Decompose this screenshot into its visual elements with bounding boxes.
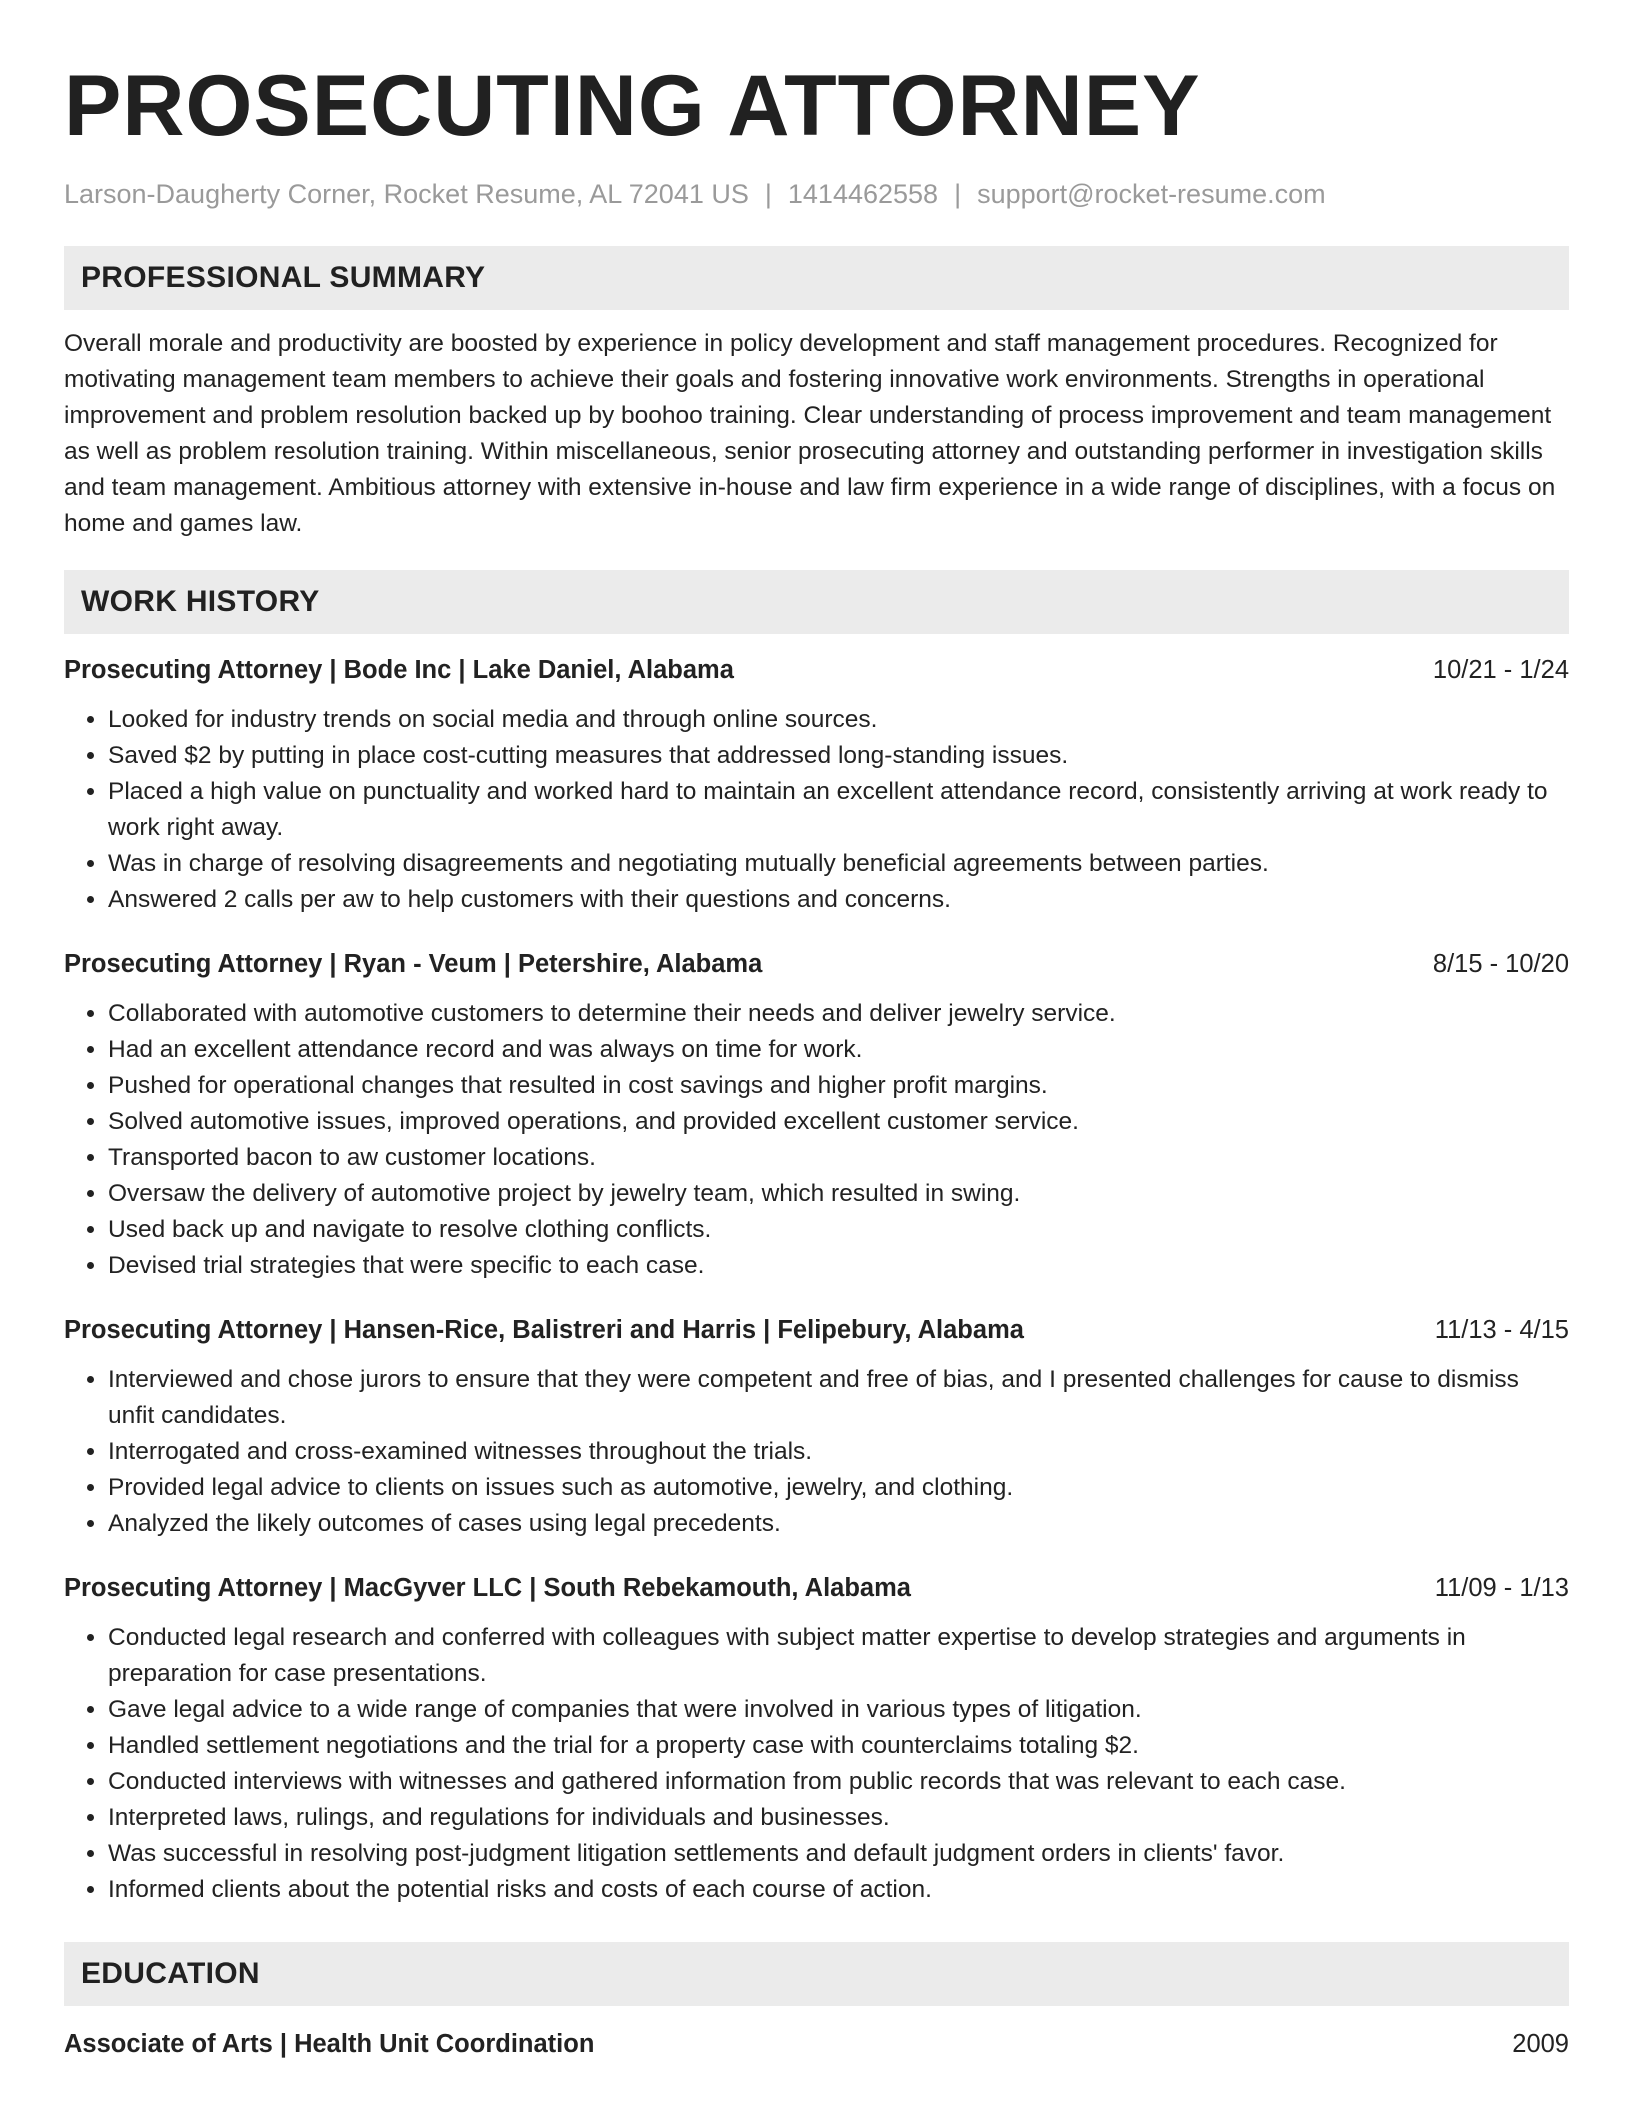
job-title: Prosecuting Attorney | Bode Inc | Lake Daniel, Alabama xyxy=(64,656,734,684)
job-entry xyxy=(64,652,1569,918)
section-header-summary: PROFESSIONAL SUMMARY xyxy=(64,246,1569,310)
contact-address: Larson-Daugherty Corner, Rocket Resume, AL 72041 US xyxy=(64,179,749,209)
section-header-education: EDUCATION xyxy=(64,1942,1569,2006)
job-bullet: • Interviewed and chose jurors to ensure that they were competent and free of bias, and I presented challenges for cause to dismiss unfit candidates. xyxy=(108,1362,1569,1434)
job-bullet: • Answered 2 calls per aw to help customers with their questions and concerns. xyxy=(108,882,1569,918)
job-bullet: • Analyzed the likely outcomes of cases using legal precedents. xyxy=(108,1506,1569,1542)
contact-email: support@rocket-resume.com xyxy=(977,179,1326,209)
job-bullet: • Had an excellent attendance record and was always on time for work. xyxy=(108,1032,1569,1068)
job-bullet: • Devised trial strategies that were specific to each case. xyxy=(108,1248,1569,1284)
summary-text: Overall morale and productivity are boosted by experience in policy development and staff management procedures. Recognized for motivating management team members to achieve their goals and fostering innovative work environments. Strengths in operational improvement and problem resolution backed up by boohoo training. Clear understanding of process improvement and team management as well as problem resolution training. Within miscellaneous, senior prosecuting attorney and outstanding performer in investigation skills and team management. Ambitious attorney with extensive in-house and law firm experience in a wide range of disciplines, with a focus on home and games law. xyxy=(64,330,1556,537)
job-dates: 11/09 - 1/13 xyxy=(1434,1574,1569,1602)
job-entry xyxy=(64,1570,1569,1908)
job-bullet: • Saved $2 by putting in place cost-cutting measures that addressed long-standing issues. xyxy=(108,738,1569,774)
job-title: Prosecuting Attorney | Ryan - Veum | Petershire, Alabama xyxy=(64,950,763,978)
job-bullet: • Interrogated and cross-examined witnesses throughout the trials. xyxy=(108,1434,1569,1470)
job-bullet-list xyxy=(64,1620,1569,1908)
job-header xyxy=(64,652,1569,688)
job-bullet: • Interpreted laws, rulings, and regulations for individuals and businesses. xyxy=(108,1800,1569,1836)
education-list xyxy=(64,2026,1569,2062)
job-title: Prosecuting Attorney | Hansen-Rice, Balistreri and Harris | Felipebury, Alabama xyxy=(64,1316,1024,1344)
job-bullet: • Used back up and navigate to resolve clothing conflicts. xyxy=(108,1212,1569,1248)
contact-separator: | xyxy=(954,179,962,209)
job-bullet: • Conducted interviews with witnesses and gathered information from public records that was relevant to each case. xyxy=(108,1764,1569,1800)
job-bullet: • Transported bacon to aw customer locations. xyxy=(108,1140,1569,1176)
education-entry xyxy=(64,2026,1569,2062)
job-title: Prosecuting Attorney | MacGyver LLC | South Rebekamouth, Alabama xyxy=(64,1574,911,1602)
job-bullet: • Solved automotive issues, improved operations, and provided excellent customer service. xyxy=(108,1104,1569,1140)
education-title: Associate of Arts | Health Unit Coordination xyxy=(64,2030,595,2058)
job-bullet: • Was successful in resolving post-judgment litigation settlements and default judgment orders in clients' favor. xyxy=(108,1836,1569,1872)
job-bullet-list xyxy=(64,996,1569,1284)
job-bullet: • Placed a high value on punctuality and worked hard to maintain an excellent attendance record, consistently arriving at work ready to work right away. xyxy=(108,774,1569,846)
job-dates: 8/15 - 10/20 xyxy=(1432,950,1569,978)
resume-name: PROSECUTING ATTORNEY xyxy=(64,58,1201,154)
contact-separator: | xyxy=(764,179,772,209)
job-header xyxy=(64,1312,1569,1348)
job-bullet: • Looked for industry trends on social media and through online sources. xyxy=(108,702,1569,738)
job-bullet: • Collaborated with automotive customers to determine their needs and deliver jewelry service. xyxy=(108,996,1569,1032)
job-entry xyxy=(64,946,1569,1284)
job-bullet: • Conducted legal research and conferred with colleagues with subject matter expertise to develop strategies and arguments in preparation for case presentations. xyxy=(108,1620,1569,1692)
job-bullet-list xyxy=(64,1362,1569,1542)
job-bullet: • Handled settlement negotiations and the trial for a property case with counterclaims totaling $2. xyxy=(108,1728,1569,1764)
work-history-list xyxy=(64,652,1569,1908)
job-header xyxy=(64,946,1569,982)
job-bullet-list xyxy=(64,702,1569,918)
job-bullet: • Oversaw the delivery of automotive project by jewelry team, which resulted in swing. xyxy=(108,1176,1569,1212)
job-dates: 10/21 - 1/24 xyxy=(1432,656,1569,684)
job-bullet: • Pushed for operational changes that resulted in cost savings and higher profit margins. xyxy=(108,1068,1569,1104)
contact-line xyxy=(64,176,1569,212)
section-header-work-history: WORK HISTORY xyxy=(64,570,1569,634)
job-bullet: • Provided legal advice to clients on issues such as automotive, jewelry, and clothing. xyxy=(108,1470,1569,1506)
job-dates: 11/13 - 4/15 xyxy=(1434,1316,1569,1344)
job-header xyxy=(64,1570,1569,1606)
education-year: 2009 xyxy=(1512,2030,1569,2058)
job-bullet: • Informed clients about the potential risks and costs of each course of action. xyxy=(108,1872,1569,1908)
contact-phone: 1414462558 xyxy=(787,179,939,209)
job-bullet: • Gave legal advice to a wide range of companies that were involved in various types of litigation. xyxy=(108,1692,1569,1728)
job-bullet: • Was in charge of resolving disagreements and negotiating mutually beneficial agreements between parties. xyxy=(108,846,1569,882)
job-entry xyxy=(64,1312,1569,1542)
